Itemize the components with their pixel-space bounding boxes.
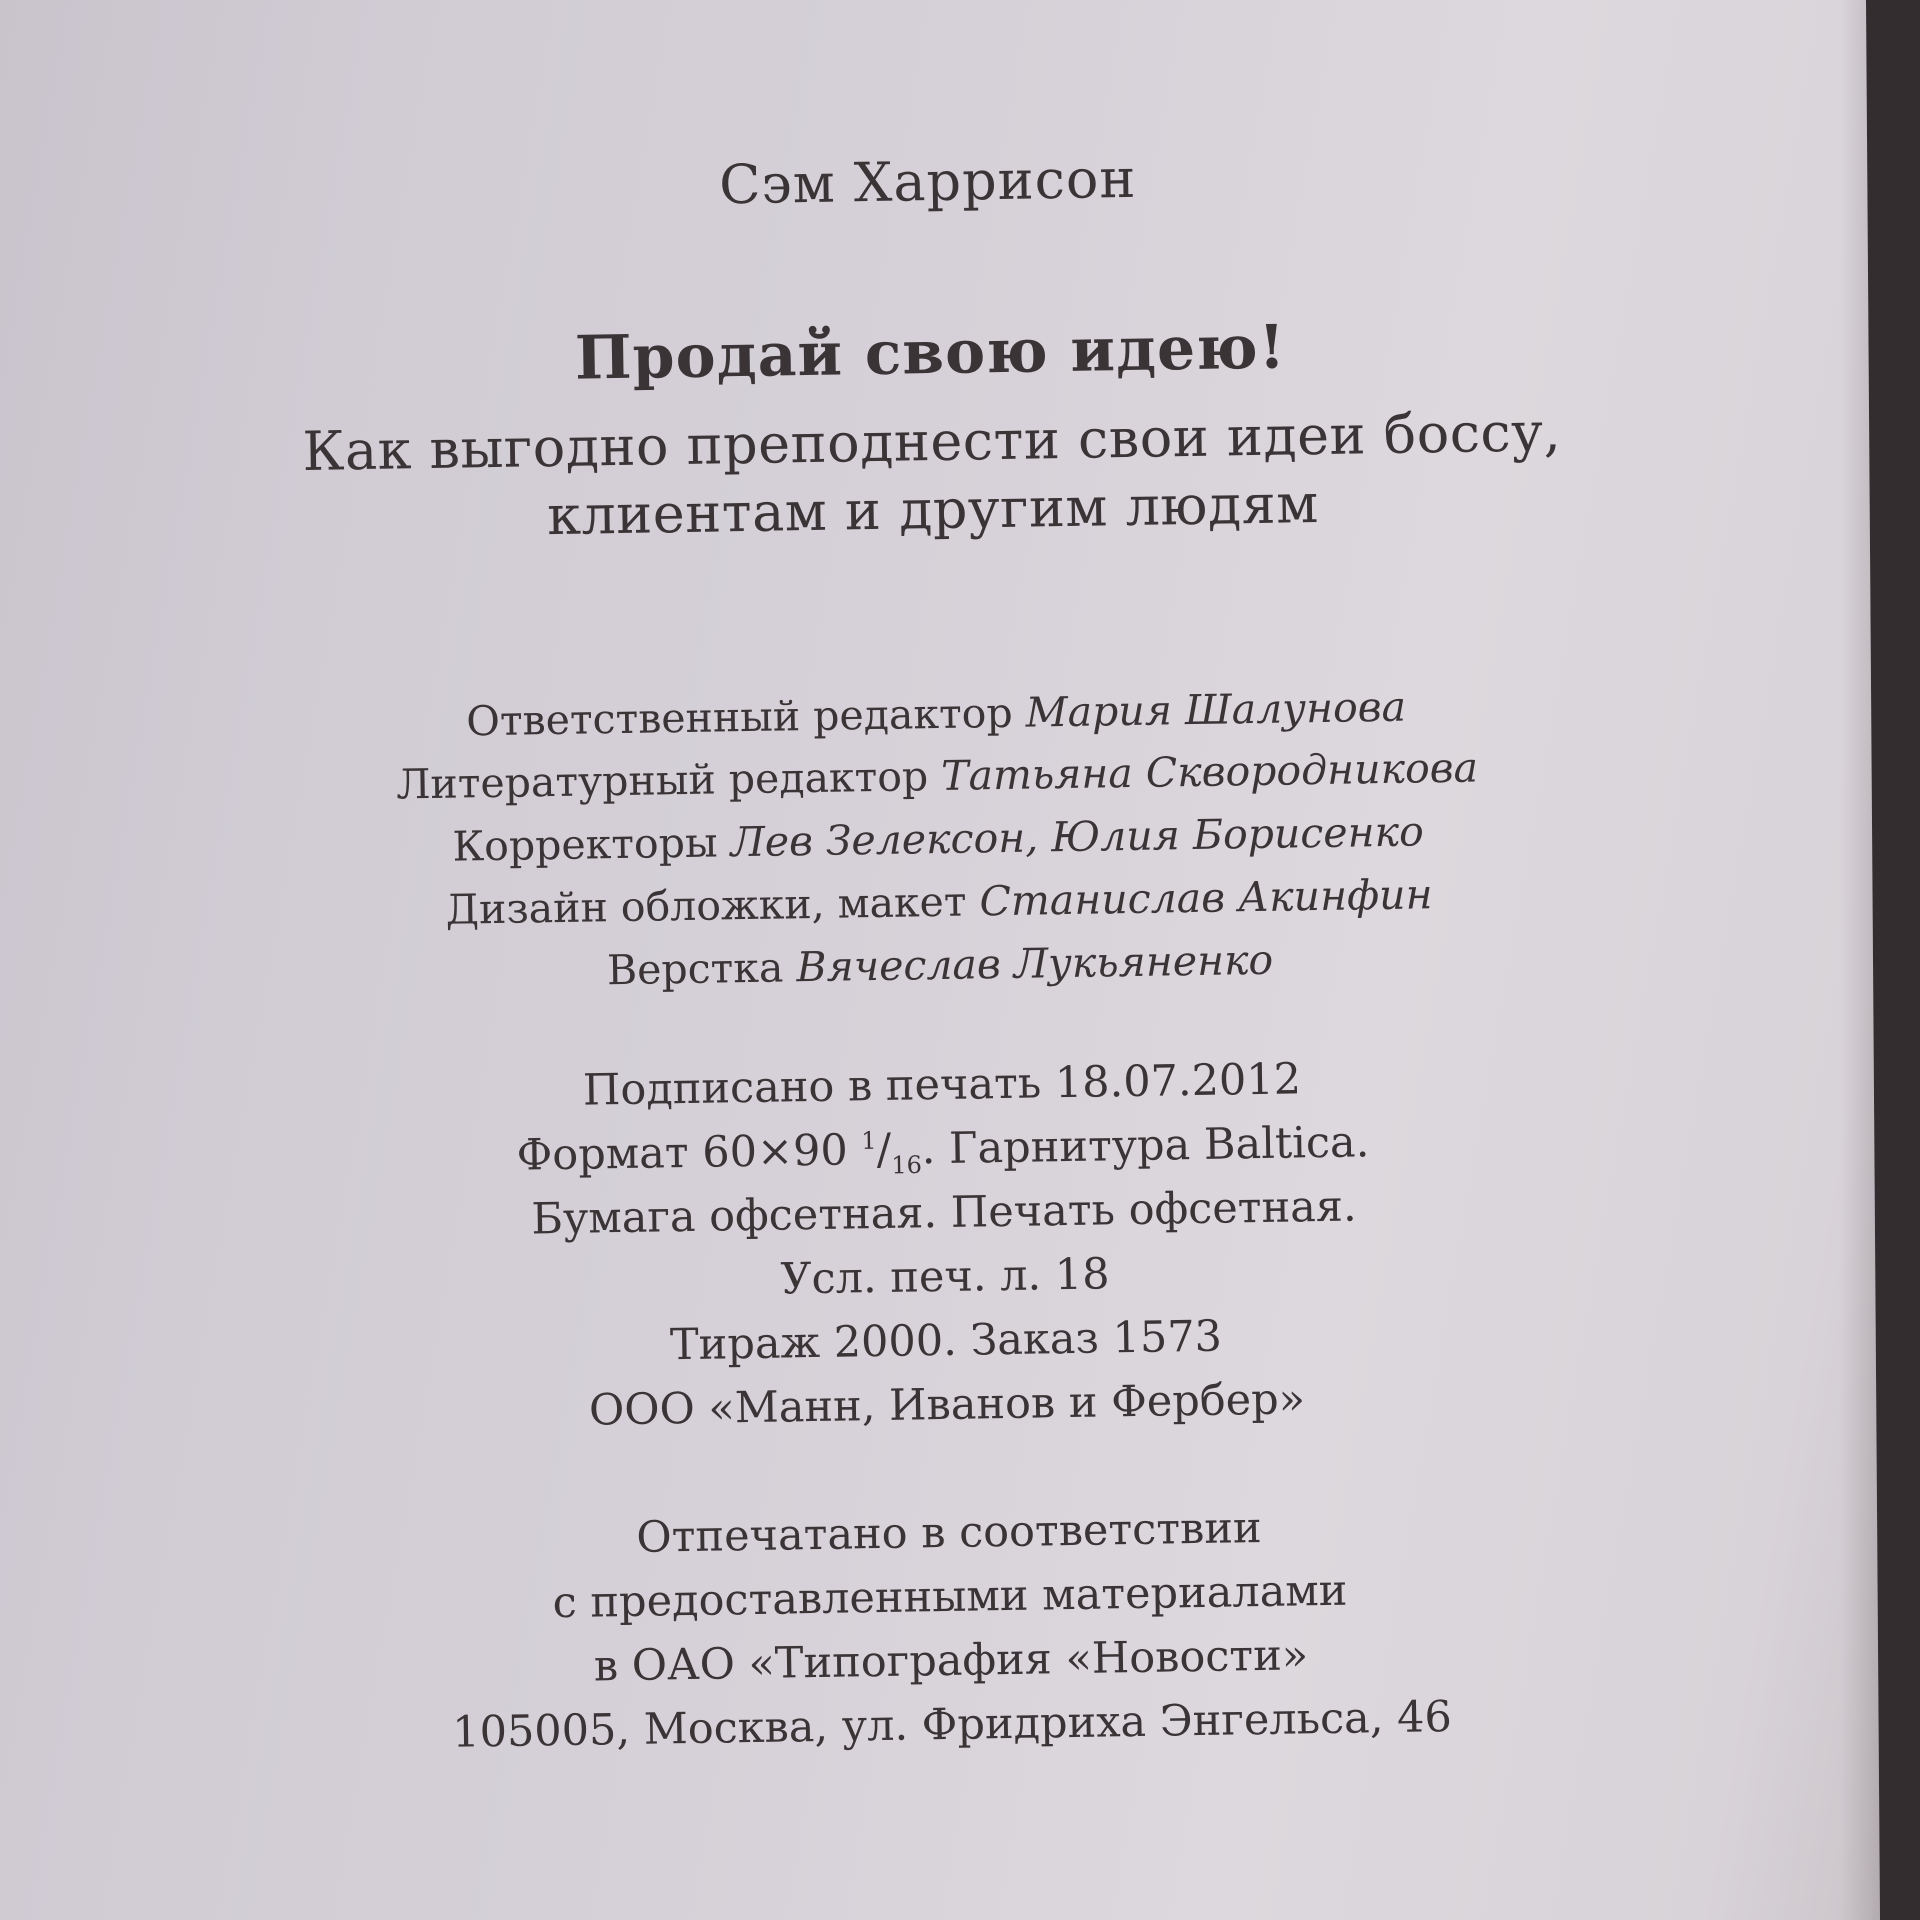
book-author: Сэм Харрисон: [718, 146, 1137, 217]
credit-name: Мария Шалунова: [1025, 682, 1407, 737]
credit-name: Станислав Акинфин: [979, 870, 1433, 926]
credit-name: Вячеслав Лукьяненко: [795, 935, 1274, 992]
printer-address: 105005, Москва, ул. Фридриха Энгельса, 46: [451, 1692, 1453, 1758]
book-subtitle-line-1: Как выгодно преподнести свои идеи боссу,: [302, 400, 1562, 483]
format-denominator: 16: [891, 1150, 923, 1180]
format-slash: /: [876, 1124, 892, 1176]
imprint-signed-date: Подписано в печать 18.07.2012: [582, 1054, 1302, 1116]
credit-line: [0, 863, 1879, 941]
printer-line-1: Отпечатано в соответствии: [636, 1503, 1262, 1563]
printer-line-2: с предоставленными материалами: [552, 1565, 1348, 1629]
credit-role: Верстка: [606, 943, 784, 995]
credit-name: Татьяна Сквородникова: [940, 743, 1479, 800]
format-suffix: . Гарнитура Baltica.: [921, 1117, 1370, 1175]
format-numerator: 1: [861, 1126, 877, 1155]
printer-line-3: в ОАО «Типография «Новости»: [593, 1630, 1309, 1692]
credit-line: [0, 926, 1880, 1004]
credit-line: [0, 737, 1877, 815]
credit-line: [0, 800, 1878, 878]
credit-name: Лев Зелексон, Юлия Борисенко: [730, 807, 1425, 867]
credit-role: Литературный редактор: [395, 752, 929, 809]
imprint-run: Тираж 2000. Заказ 1573: [669, 1311, 1223, 1371]
credit-role: Корректоры: [452, 818, 718, 871]
credit-role: Ответственный редактор: [465, 688, 1013, 746]
imprint-paper: Бумага офсетная. Печать офсетная.: [530, 1181, 1357, 1245]
imprint-publisher: ООО «Манн, Иванов и Фербер»: [588, 1374, 1306, 1436]
credit-role: Дизайн обложки, макет: [445, 877, 967, 934]
book-title: Продай свою идею!: [574, 312, 1287, 394]
imprint-sheets: Усл. печ. л. 18: [780, 1249, 1110, 1305]
format-prefix: Формат 60×90: [516, 1125, 849, 1181]
book-subtitle-line-2: клиентам и другим людям: [546, 471, 1320, 548]
